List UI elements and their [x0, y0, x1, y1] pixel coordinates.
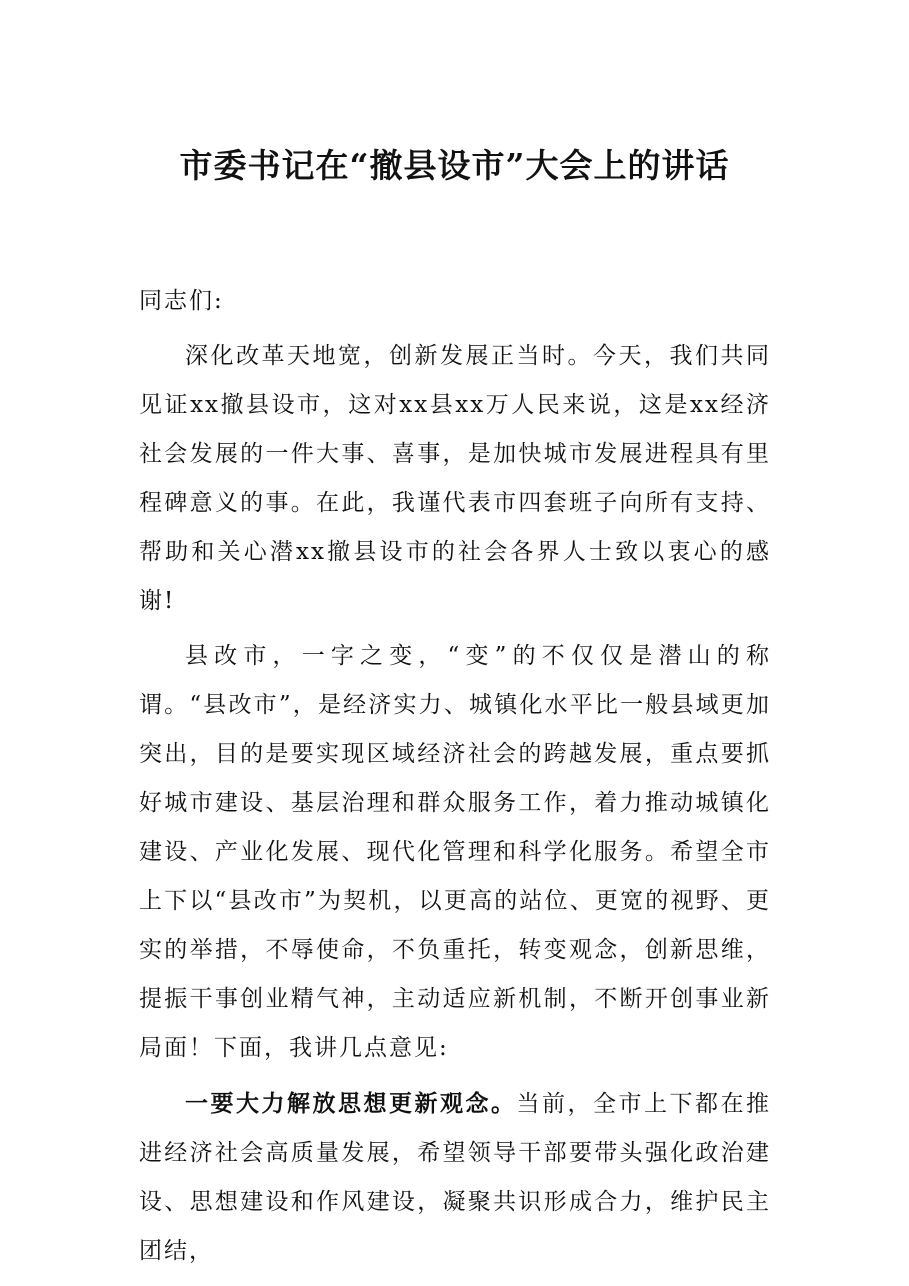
- document-body: [139, 277, 771, 1276]
- paragraph-point-one: [139, 1079, 771, 1276]
- paragraph-text: 当前，全市上下都在推进经济社会高质量发展，希望领导干部要带头强化政治建设、思想建设和作风建设，凝聚共识形成合力，维护民主团结，: [139, 1091, 771, 1264]
- paragraph-county-to-city: [139, 632, 771, 1073]
- paragraph-lead-heading: 一要大力解放思想更新观念。: [185, 1090, 517, 1117]
- paragraph-opening: [139, 332, 771, 626]
- document-title: 市委书记在“撤县设市”大会上的讲话: [179, 146, 730, 185]
- salutation: 同志们:: [139, 288, 224, 314]
- paragraph-text: 县改市，一字之变，“变”的不仅仅是潜山的称谓。“县改市”，是经济实力、城镇化水平比一般县域更加突出，目的是要实现区域经济社会的跨越发展，重点要抓好城市建设、基层治理和群众服务工作，着力推动城镇化建设、产业化发展、现代化管理和科学化服务。希望全市上下以“县改市”为契机，以更高的站位、更宽的视野、更实的举措，不辱使命，不负重托，转变观念，创新思维，提振干事创业精气神，主动适应新机制，不断开创事业新局面！下面，我讲几点意见:: [139, 643, 771, 1061]
- paragraph-text: 深化改革天地宽，创新发展正当时。今天，我们共同见证xx撤县设市，这对xx县xx万人民来说，这是xx经济社会发展的一件大事、喜事，是加快城市发展进程具有里程碑意义的事。在此，我谨代表市四套班子向所有支持、帮助和关心潜xx撤县设市的社会各界人士致以衷心的感谢!: [139, 343, 771, 614]
